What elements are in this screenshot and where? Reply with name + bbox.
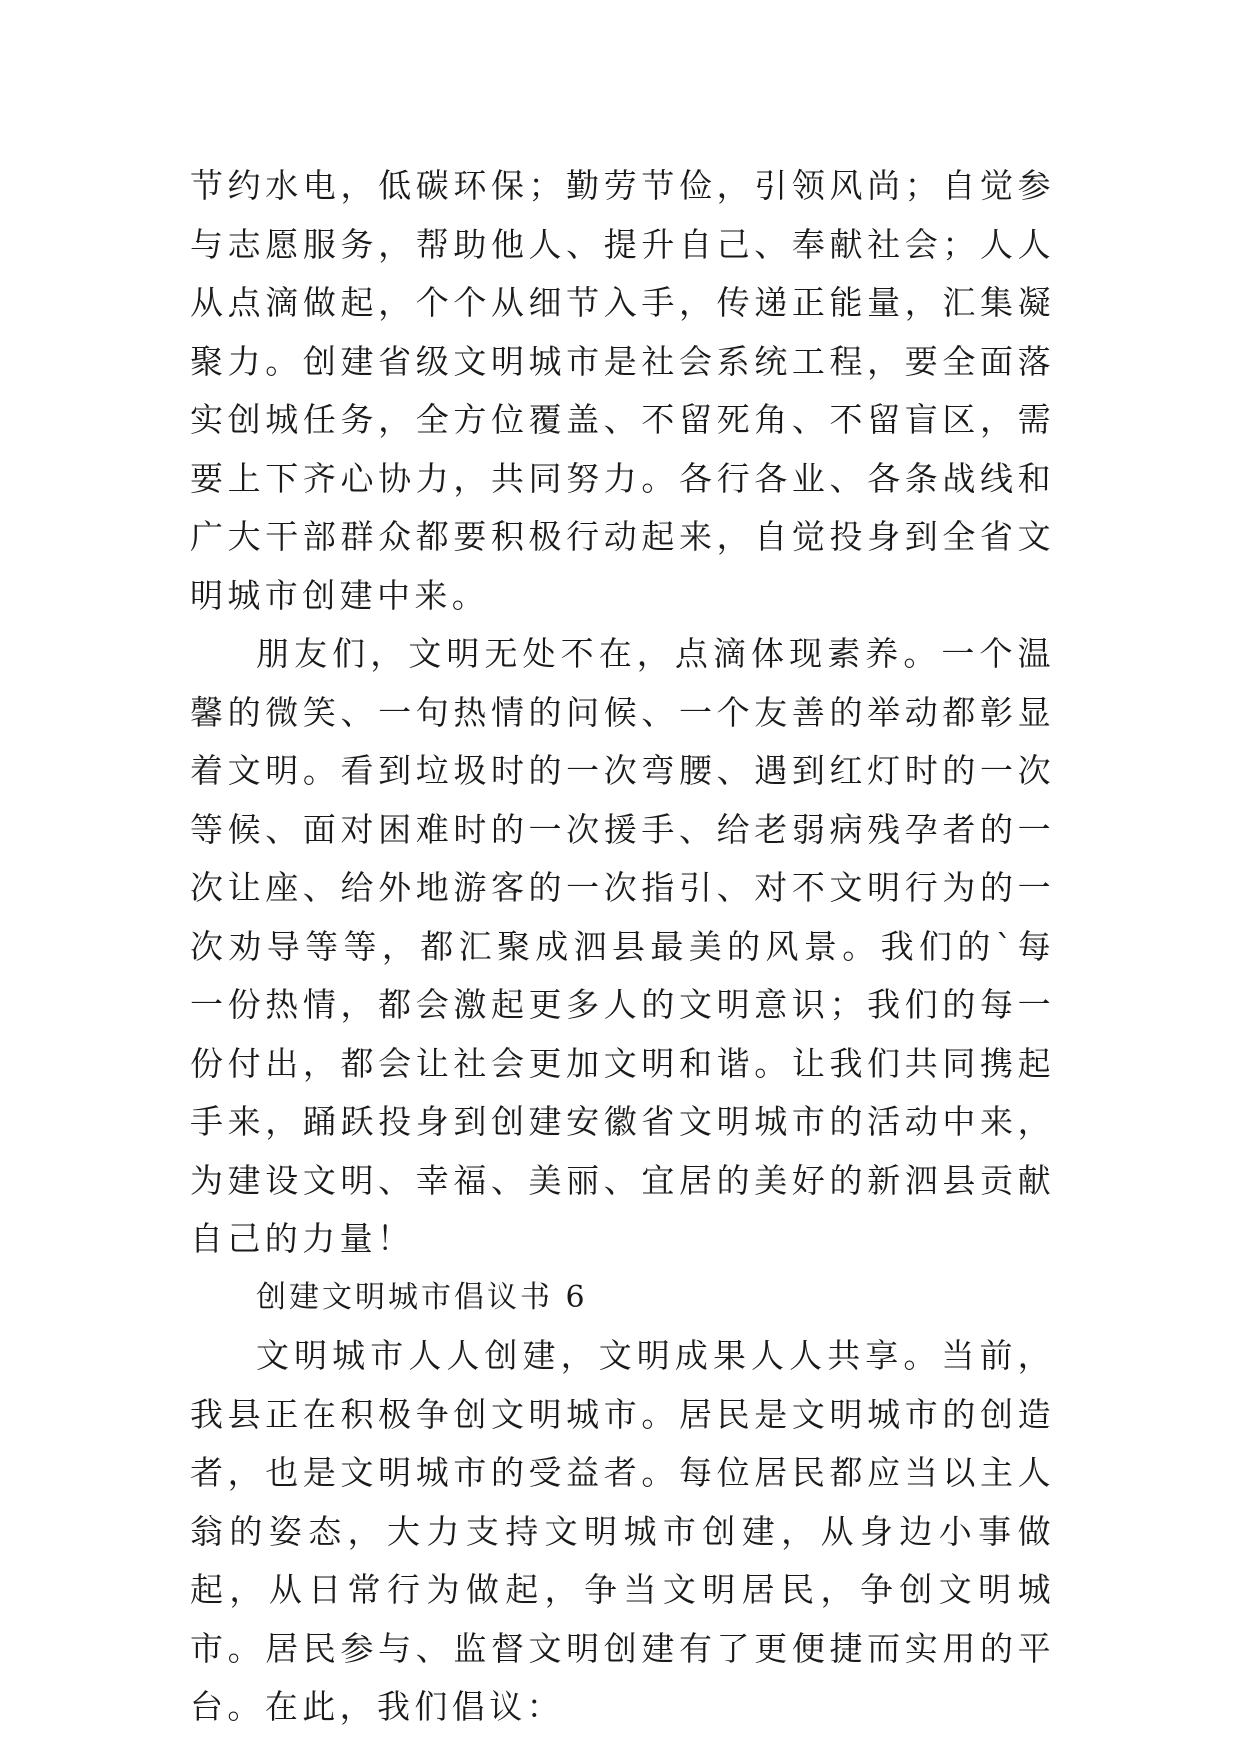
document-body <box>190 157 1055 1737</box>
paragraph-volunteer-civility: 节约水电，低碳环保；勤劳节俭，引领风尚；自觉参与志愿服务，帮助他人、提升自己、奉献社会；人人从点滴做起，个个从细节入手，传递正能量，汇集凝聚力。创建省级文明城市是社会系统工程，要全面落实创城任务，全方位覆盖、不留死角、不留盲区，需要上下齐心协力，共同努力。各行各业、各条战线和广大干部群众都要积极行动起来，自觉投身到全省文明城市创建中来。 <box>190 166 1055 615</box>
section-title: 创建文明城市倡议书 6 <box>256 1279 588 1315</box>
paragraph-initiative: 文明城市人人创建，文明成果人人共享。当前，我县正在积极争创文明城市。居民是文明城市的创造者，也是文明城市的受益者。每位居民都应当以主人翁的姿态，大力支持文明城市创建，从身边小事做起，从日常行为做起，争当文明居民，争创文明城市。居民参与、监督文明创建有了更便捷而实用的平台。在此，我们倡议： <box>190 1336 1055 1726</box>
paragraph-friends-civility: 朋友们，文明无处不在，点滴体现素养。一个温馨的微笑、一句热情的问候、一个友善的举动都彰显着文明。看到垃圾时的一次弯腰、遇到红灯时的一次等候、面对困难时的一次援手、给老弱病残孕者的一次让座、给外地游客的一次指引、对不文明行为的一次劝导等等，都汇聚成泗县最美的风景。我们的`每一份热情，都会激起更多人的文明意识；我们的每一份付出，都会让社会更加文明和谐。让我们共同携起手来，踊跃投身到创建安徽省文明城市的活动中来，为建设文明、幸福、美丽、宜居的美好的新泗县贡献自己的力量！ <box>190 634 1055 1258</box>
